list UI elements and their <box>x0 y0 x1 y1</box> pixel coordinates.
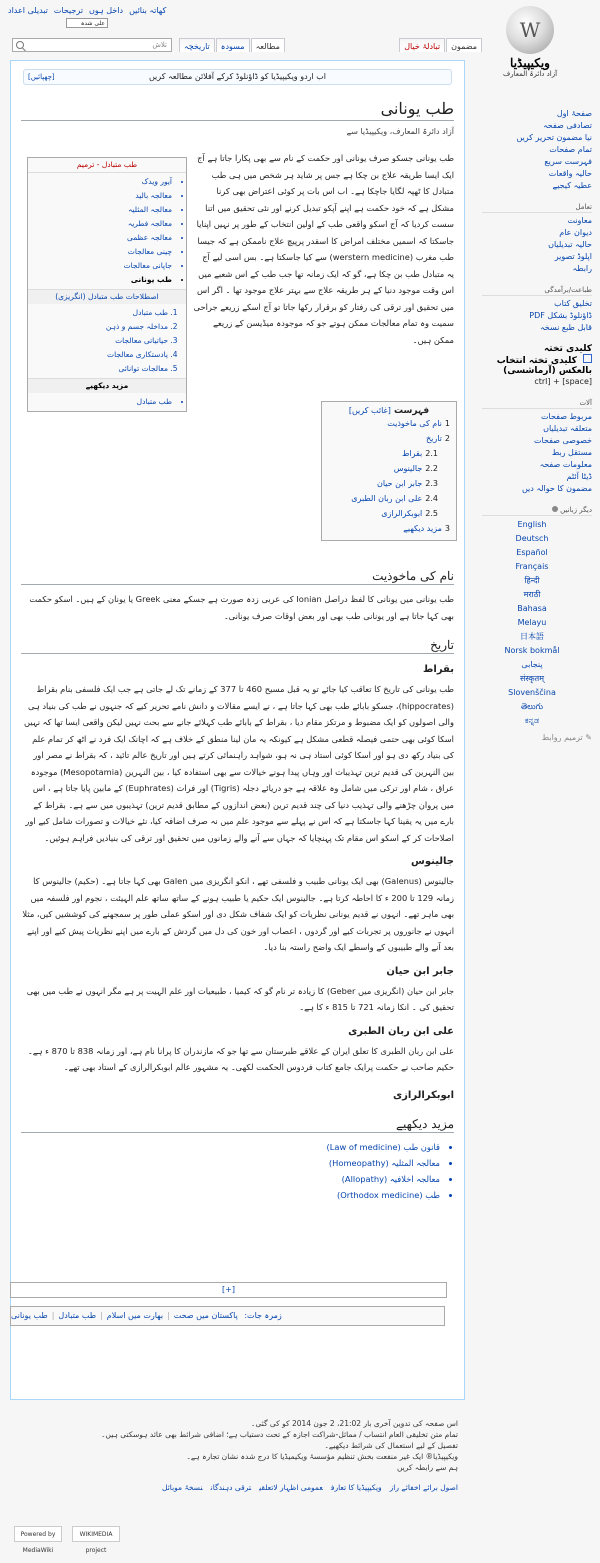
language-link[interactable]: తెలుగు <box>520 702 544 711</box>
page-title: طب یونانی <box>21 99 454 121</box>
toc-entry[interactable] <box>328 521 450 536</box>
navbox-item: • طب یونانی <box>32 273 172 287</box>
sidebar-print-link[interactable]: قابل طبع نسخہ <box>540 323 592 332</box>
navbox-term[interactable]: 3. حیاتیاتی معالجات <box>32 334 168 348</box>
site-notice <box>23 69 452 85</box>
toc-entry-label: تاریخ <box>425 434 442 443</box>
language-link[interactable]: Español <box>516 548 548 557</box>
navbox-item[interactable]: • معالجہ بالید <box>32 189 172 203</box>
subheading-razi: ابوبکرالرازی <box>393 1089 454 1101</box>
toc-entry[interactable] <box>328 431 450 446</box>
toc-entry-number: 2.5 <box>425 509 438 518</box>
globe-logo-icon <box>506 6 554 54</box>
language-link[interactable]: ಕನ್ನಡ <box>524 716 540 725</box>
language-link[interactable]: Français <box>515 562 549 571</box>
categories-label[interactable]: زمرہ جات: <box>244 1311 282 1320</box>
sidebar-nav-link[interactable]: فہرست سریع <box>544 157 592 166</box>
navbox-term[interactable]: 2. مداخلہ جسم و ذہن <box>32 320 168 334</box>
footer-line[interactable]: ہم سے رابطہ کریں <box>396 1463 458 1472</box>
footer-link[interactable]: عمومی اظہار لاتعلقی <box>259 1483 323 1492</box>
language-link[interactable]: Slovenščina <box>508 688 556 697</box>
toc-entry-label: جابر ابن حیان <box>376 479 423 488</box>
sidebar-tool-link[interactable]: ڈیٹا آئٹم <box>566 472 592 481</box>
sidebar-nav-link[interactable]: تمام صفحات <box>549 145 592 154</box>
see-also-link[interactable]: • معالجہ اخلافیہ (Allopathy) <box>11 1171 440 1187</box>
footer-link[interactable]: اصول برائے اخفائے راز <box>389 1483 458 1492</box>
language-link[interactable]: 日本語 <box>520 632 544 641</box>
language-link[interactable]: हिन्दी <box>524 576 540 585</box>
sidebar-tool-link[interactable]: معلومات صفحہ <box>539 460 592 469</box>
category-link[interactable]: پاکستان میں صحت <box>173 1311 238 1320</box>
toc-entry-number: 2.3 <box>425 479 438 488</box>
section-heading-see-also: مزید دیکھیے <box>21 1117 454 1133</box>
navbox-title[interactable]: طب متبادل - ترمیم <box>28 158 186 173</box>
buqrat-paragraph: طب یونانی کی تاریخ کا تعاقب کیا جائے تو یہ قبل مسیح 460 تا 377 کے زمانے تک لے جاتی ہے جب ایک فلسفی بنام بقراط (hippocrates)، جسکو بابائے طب بھی کہا جاتا ہے ، نے ایسے مقالات و دانش نامے تحریر کیے کہ جنہوں نے طب کی بنیاد ہی والی اصولوں کو ایک مضبوط و مرتکز مقام دیا ، بقراط کے بابائے طب کہلائے جانے سے بحث نہیں لیکن واقعی ایسا تھا کہ نہیں اسکا کوئی بھی حتمی فیصلہ قطعی مشکل ہے کیونکہ یہ مان لینا منطق کے خلاف ہے کہ اچانک ایک فرد نے اٹھ کر تمام علم کی بنیاد رکھ دی ہو اور اسکا کوئی استاد ہی نہ ہو، شواہد راہنمائی کرتے ہیں اور تاریخ عالم تائید ، کہ بقراط نے مصر اور بین النہرین کی قدیم ترین تہذیبات اور وہاں پیدا ہونے خیالات سے بھی استفادہ کیا ، بین النہرین (Mesopotamia) موجودہ عراق ، شام اور ترکی میں شامل وہ علاقہ ہے جو دریائے دجلہ (Tigris) اور فرات (Euphrates) کے مابین پایا جاتا ہے ، اس میں پروان چڑھنے والی تہذیب دنیا کی چند قدیم ترین (بعض اندازوں کے مطابق قدیم ترین) تہذیبوں میں سے ہے۔ بقراط کے بارے میں یہ یقینا کہا جاسکتا ہے کہ اس نے پہلے سے موجود علم میں نہ صرف اضافہ کیا، نئے خیالات و تصورات شامل کیے اور اصلاحات کر کے اسکو اس مقام تک پہنچایا کہ جہاں سے آنے والے زمانوں میں تحقیق اور ترقی کی بنیادیں فراہم ہوئیں۔ <box>24 684 454 843</box>
navbox-term[interactable]: 1. طب متبادل <box>32 306 168 320</box>
sidebar-tool-link[interactable]: خصوصی صفحات <box>534 436 592 445</box>
category-separator: | <box>51 1311 55 1320</box>
category-separator: | <box>100 1311 103 1320</box>
namespace-tabs <box>398 38 482 52</box>
toc-entry-label: نام کی ماخوذیت <box>387 419 442 428</box>
logo-wordmark: ویکیپیڈیا <box>510 56 550 70</box>
footer-link[interactable]: ویکیپیڈیا کا تعارف <box>330 1483 382 1492</box>
edit-links[interactable] <box>482 732 592 744</box>
toc-entry[interactable] <box>328 506 438 521</box>
site-logo[interactable] <box>490 6 570 76</box>
sidebar-tool-link[interactable]: متعلقہ تبدیلیاں <box>543 424 592 433</box>
toc-entry[interactable] <box>328 476 438 491</box>
tabari-paragraph: علی ابن ربان الطبری کا تعلق ایران کے علاقے طبرستان سے تھا جو کہ مازندران کا پرانا نام ہے، اور زمانہ 838 تا 870 ء ہے۔ حکیم صاحب نے حکمت پرایک جامع کتاب فردوس الحکمت لکھی۔ یہ مشہور عالم ابوبکرالرازی کے استاد بھی تھے۔ <box>27 1045 454 1072</box>
sidebar-interaction-link[interactable]: معاونت <box>567 216 592 225</box>
footer-line: اس صفحہ کی تدوین آخری بار 21:02، 2 جون 2014 کو کی گئی۔ <box>251 1419 458 1428</box>
keyboard-heading: کلیدی تختہ <box>544 344 592 354</box>
toc-entry[interactable] <box>328 446 438 461</box>
jabir-paragraph: جابر ابن حیان (انگریزی میں Geber) کا زیادہ تر نام گو کہ کیمیا ، طبیعیات اور علم الہیت پر ہے مگر انہوں نے طب میں بھی تحقیق کی ۔ انکا زمانہ 721 تا 815 ء کا ہے۔ <box>26 985 454 1012</box>
category-link[interactable]: طب یونانی <box>11 1311 48 1320</box>
wikimedia-badge[interactable]: WIKIMEDIA project <box>72 1526 120 1542</box>
tab-namespace[interactable]: تبادلۂ خیال <box>399 38 445 52</box>
category-separator: | <box>167 1311 170 1320</box>
category-bar <box>10 1306 445 1326</box>
navbox-term[interactable]: 5. معالجات توانائی <box>32 362 168 376</box>
search-icon[interactable] <box>16 41 24 49</box>
category-link[interactable]: بھارت میں اسلام <box>106 1311 164 1320</box>
footer-line: ویکیپیڈیا® ایک غیر منفعت بخش تنظیم مؤسسۂ ویکیمیڈیا کا درج شدہ نشان تجارہ ہے۔ <box>186 1452 458 1461</box>
language-link[interactable]: Bahasa Melayu <box>517 604 547 627</box>
sidebar-heading-print[interactable]: طباعت/برآمدگی <box>482 285 592 296</box>
mediawiki-badge[interactable]: Powered by MediaWiki <box>14 1526 62 1542</box>
keyboard-toggle-label: کلیدی تختہ انتخاب بالعکس (آرماشسی) <box>496 356 592 376</box>
toc-entry-label: مزید دیکھیے <box>403 524 442 533</box>
personal-link[interactable]: تبدیلی اعداد <box>8 6 48 15</box>
subheading-galen: جالینوس <box>411 856 454 867</box>
toc-header <box>328 406 450 416</box>
personal-tools <box>8 6 208 27</box>
footer-link[interactable]: ترقی دہندگان <box>210 1483 252 1492</box>
language-link[interactable]: Norsk bokmål <box>504 646 560 655</box>
collapsed-navbox-toggle[interactable]: [+] <box>10 1282 447 1298</box>
dismiss-notice-link[interactable]: [چھپائیں] <box>28 73 55 81</box>
language-link[interactable]: संस्कृतम् <box>519 674 544 683</box>
footer <box>18 1418 458 1492</box>
search-placeholder: تلاش <box>152 41 167 49</box>
see-also-list <box>11 1139 450 1203</box>
languages-heading-label: دیگر زبانیں <box>560 506 592 514</box>
subheading-buqrat: بقراط <box>423 664 454 675</box>
page-subtitle: آزاد دائرۃ المعارف، ویکیپیڈیا سے <box>346 127 454 136</box>
sidebar-nav-link[interactable]: حالیہ واقعات <box>548 169 592 178</box>
language-link[interactable]: English <box>517 520 547 529</box>
sidebar-heading-interaction[interactable]: تعامل <box>482 202 592 213</box>
navbox-more-item[interactable]: • طب متبادل <box>32 395 172 409</box>
site-notice-text: اب اردو ویکیپیڈیا کو ڈاؤنلوڈ کرکے آفلائن مطالعہ کریں <box>148 72 327 81</box>
tab-namespace[interactable]: مضمون <box>446 38 482 52</box>
language-link[interactable]: मराठी <box>523 590 541 599</box>
see-also-link[interactable]: • معالجہ المثلیہ (Homeopathy) <box>11 1155 440 1171</box>
personal-link[interactable]: داخل ہوں <box>89 6 124 15</box>
edit-links-label: ترمیم روابط <box>541 733 583 742</box>
navbox-item[interactable]: • معالجہ المثلیہ <box>32 203 172 217</box>
navbox-item[interactable]: • جاپانی معالجات <box>32 259 172 273</box>
checkbox-icon[interactable] <box>583 354 592 363</box>
alt-medicine-navbox <box>27 157 187 412</box>
search-input[interactable] <box>12 38 172 52</box>
navbox-item[interactable]: • معالجہ عظمی <box>32 231 172 245</box>
sidebar-interaction-link[interactable]: رابطہ <box>572 264 592 273</box>
toc-hide-link[interactable]: [غائب کریں] <box>348 406 391 415</box>
sidebar-nav-link[interactable]: عطیہ کیجیے <box>552 181 592 190</box>
toc-entry[interactable] <box>328 461 438 476</box>
footer-line: تمام متن تخلیقی العام انتساب / مماثل-شراکت اجازہ کے تحت دستیاب ہے؛ اضافی شرائط بھی عائد ہوسکتی ہیں۔ <box>101 1430 458 1439</box>
footer-link[interactable]: نسخۂ موبائل <box>162 1483 203 1492</box>
category-link[interactable]: طب متبادل <box>58 1311 97 1320</box>
sidebar-nav-link[interactable]: تصادفی صفحہ <box>543 121 592 130</box>
subheading-jabir: جابر ابن حیان <box>386 965 454 977</box>
subheading-tabari: علی ابن ربان الطبری <box>348 1025 454 1037</box>
toc-entry-number: 1 <box>444 419 450 428</box>
navbox-item[interactable]: • آیور ویدک <box>32 175 172 189</box>
keyboard-shortcut: ctrl] + [space] <box>534 377 592 386</box>
sidebar-nav-link[interactable]: نیا مضمون تحریر کریں <box>516 133 592 142</box>
toc-entry-number: 3 <box>444 524 450 533</box>
sidebar-tool-link[interactable]: مضمون کا حوالہ دیں <box>521 484 592 493</box>
personal-link[interactable]: کھاتہ بنائیں <box>129 6 167 15</box>
tab-view[interactable]: مسودہ <box>216 38 250 52</box>
content-area <box>10 60 465 1400</box>
toc-entry-number: 2.4 <box>425 494 438 503</box>
toc-entry-label: بقراط <box>401 449 423 458</box>
toc-entry-number: 2.1 <box>425 449 438 458</box>
navbox-term[interactable]: 4. یادستکاری معالجات <box>32 348 168 362</box>
toc-title: فہرست <box>394 406 430 416</box>
toc-entry-label: ابوبکرالرازی <box>381 509 423 518</box>
navbox-section-more: مزید دیکھیے <box>28 378 186 393</box>
navbox-section-terms[interactable]: اصطلاحات طب متبادل (انگریزی) <box>28 289 186 304</box>
navbox-item[interactable]: • معالجہ فطریہ <box>32 217 172 231</box>
sidebar-heading-tools[interactable]: آلات <box>482 398 592 409</box>
toc-entry-label: جالینوس <box>393 464 423 473</box>
toc-entry[interactable] <box>328 491 438 506</box>
section-heading-etymology: نام کی ماخوذیت <box>21 569 454 585</box>
table-of-contents <box>321 401 457 541</box>
logo-tagline: آزاد دائرۃ المعارف <box>502 70 558 78</box>
etymology-paragraph: طب یونانی میں یونانی کا لفظ دراصل Ionian کی عربی زدہ صورت ہے جسکے معنی Greek یا یونان کے ہیں۔ اسکو حکمت بھی کہا جاتا ہے اور یونانی طب بھی اور بعض اوقات صرف یونانی۔ <box>29 594 454 621</box>
view-tabs <box>178 38 285 52</box>
sidebar-tool-link[interactable]: مستقل ربط <box>551 448 592 457</box>
section-heading-history: تاریخ <box>21 638 454 654</box>
footer-line: تفصیل کے لیے استعمال کی شرائط دیکھیے۔ <box>324 1441 458 1450</box>
toc-entry-label: علی ابن ربان الطبری <box>351 494 423 503</box>
sidebar <box>482 108 592 744</box>
intro-paragraph: طب یونانی جسکو صرف یونانی اور حکمت کے نام سے بھی پکارا جاتا ہے آج ایک ایسا طریقہ علاج بن چکا ہے جس پر شاید ہر شخص میں ہی طب متبادل کا ٹھپہ لگایا جاچکا ہے۔ اب اس بات پر کوئی اعتراض بھی کرنا مشکل ہے کہ خود حکمت ہے اپنے آپکو تبدیل کرنے اور نئی تحقیق میں اتنا سست کردیا کہ آج اسکو واقعی طب کے اولین انتخاب کے طور پر نہیں اپنایا جاسکتا کہ اسمیں مختلف امراض کا اسقدر پرپیچ علاج ناممکن ہے کہ جیسا طب مغرب (werstern medicine) سے کیا جاسکتا ہے۔ بس اسی لیے آج یہ متبادل طب بن چکا ہے، گو کہ ایک زمانہ تھا جب طب کے اس شعبے میں اس وقت موجود دنیا کے ہر طریقہ علاج سے بہتر علاج موجود تھا ۔ اگر اس میں تحقیق اور ترقی کی رفتار کو برقرار رکھا جاتا تو آج اسکے زریعے جراحی سمیت وہ تمام معالجات ممکن ہوتے جو کہ موجودہ میڈیسن کے زریعے ممکن ہیں۔ <box>193 153 454 345</box>
sidebar-print-link[interactable]: ڈاؤنلوڈ بشکل PDF <box>529 311 592 320</box>
sidebar-print-link[interactable]: تخلیق کتاب <box>554 299 592 308</box>
pencil-icon: ✎ <box>585 733 592 742</box>
sidebar-heading-languages[interactable] <box>482 505 592 516</box>
tab-view[interactable]: مطالعہ <box>251 38 285 52</box>
language-link[interactable]: پنجابی <box>521 660 543 669</box>
tab-view[interactable]: تاریخچہ <box>179 38 215 52</box>
variant-select[interactable]: علی شدہ <box>66 18 108 28</box>
toc-entry-number: 2.2 <box>425 464 438 473</box>
see-also-link[interactable]: • قانون طب (Law of medicine) <box>11 1139 440 1155</box>
toc-entry-number: 2 <box>444 434 450 443</box>
sidebar-interaction-link[interactable]: دیوان عام <box>559 228 592 237</box>
galen-paragraph: جالینوس (Galenus) بھی ایک یونانی طبیب و فلسفی تھے ، انکو انگریزی میں Galen بھی کہا جاتا ہے۔ (حکیم) جالینوس کا زمانہ 129 تا 200 ء کا احاطہ کرتا ہے۔ جالینوس ایک حکیم یا طبیب ہونے کے ساتھ ساتھ علم الہیئت ، نجوم اور فلسفہ میں بھی ماہر تھے۔ انہوں نے قدیم یونانی نظریات کو ایک شفاف شکل دی اور اسکو عملی طور پر سمجھنے کی کوششیں کیں، مثلا انہوں نے جانوروں پر تجربات کیے اور گردوں ، اعصاب اور خون کی دل میں گردش کے بارے میں اپنے نظریات پیش کیے اور اپنے بعد آنے والے طبیبوں کے واسطے ایک واضح راستہ بنا دیا۔ <box>22 876 454 952</box>
sidebar-interaction-link[interactable]: حالیہ تبدیلیاں <box>548 240 592 249</box>
gear-icon[interactable] <box>552 506 558 512</box>
sidebar-nav-link[interactable]: صفحۂ اول <box>556 109 592 118</box>
navbox-item[interactable]: • چینی معالجات <box>32 245 172 259</box>
toc-entry[interactable] <box>328 416 450 431</box>
see-also-link[interactable]: • طب (Orthodox medicine) <box>11 1187 440 1203</box>
personal-link[interactable]: ترجیحات <box>53 6 84 15</box>
keyboard-toggle[interactable] <box>482 354 592 376</box>
language-link[interactable]: Deutsch <box>515 534 549 543</box>
sidebar-interaction-link[interactable]: اپلوڈ تصویر <box>554 252 592 261</box>
sidebar-tool-link[interactable]: مربوط صفحات <box>541 412 592 421</box>
